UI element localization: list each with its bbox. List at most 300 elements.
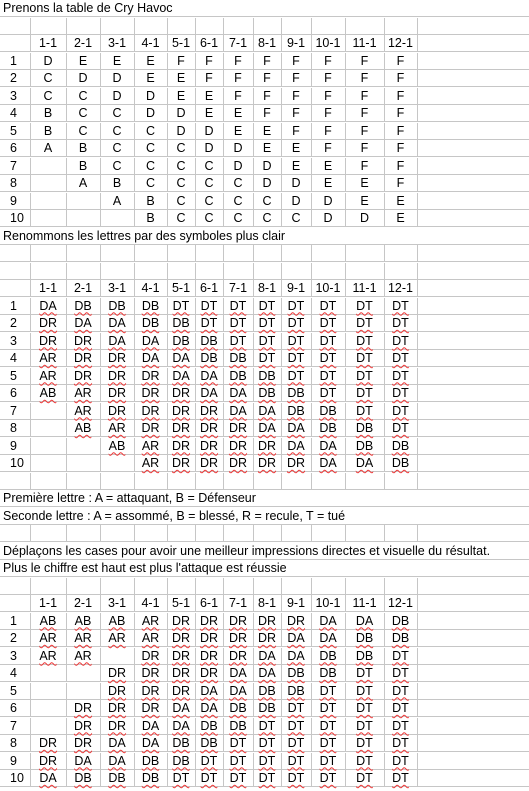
result-cell[interactable]: DR [228, 631, 248, 645]
result-cell[interactable]: C [233, 211, 243, 225]
result-cell[interactable]: C [145, 158, 156, 173]
result-cell[interactable]: DR [171, 631, 191, 645]
result-cell[interactable]: DB [200, 718, 218, 733]
column-header[interactable]: 11-1 [352, 281, 377, 295]
result-cell[interactable]: DR [141, 648, 160, 663]
result-cell[interactable]: C [233, 176, 243, 190]
result-cell[interactable]: DB [319, 666, 337, 680]
result-cell[interactable]: C [176, 211, 186, 225]
result-cell[interactable]: DR [199, 456, 219, 470]
result-cell[interactable]: AR [108, 421, 126, 435]
result-cell[interactable]: DA [258, 421, 276, 435]
result-cell[interactable]: DR [286, 456, 306, 470]
column-header[interactable]: 10-1 [315, 596, 341, 610]
result-cell[interactable]: DR [171, 666, 191, 680]
result-cell[interactable]: DB [108, 298, 126, 313]
result-cell[interactable]: E [360, 176, 369, 190]
result-cell[interactable]: F [360, 88, 369, 103]
column-header[interactable]: 1-1 [38, 596, 58, 610]
result-cell[interactable]: AR [74, 386, 92, 400]
result-cell[interactable]: DR [141, 403, 160, 418]
result-cell[interactable]: DA [200, 386, 218, 400]
result-cell[interactable] [66, 210, 100, 226]
result-cell[interactable]: DB [287, 666, 305, 680]
result-cell[interactable]: DT [258, 718, 276, 733]
result-cell[interactable]: DB [355, 631, 374, 645]
column-header[interactable]: 4-1 [141, 36, 160, 50]
result-cell[interactable]: DT [258, 736, 276, 750]
result-cell[interactable]: F [263, 53, 271, 68]
result-cell[interactable]: DT [392, 368, 409, 383]
result-cell[interactable]: DT [287, 753, 305, 768]
result-cell[interactable]: DT [392, 648, 409, 663]
result-cell[interactable] [30, 700, 66, 716]
result-cell[interactable] [30, 683, 66, 699]
result-cell[interactable]: DA [39, 771, 57, 785]
result-cell[interactable]: F [324, 53, 332, 68]
result-cell[interactable]: DB [319, 421, 337, 435]
result-cell[interactable]: DT [356, 666, 373, 680]
result-cell[interactable] [30, 210, 66, 226]
result-cell[interactable]: DR [141, 386, 160, 400]
result-cell[interactable] [66, 665, 100, 681]
result-cell[interactable]: DA [74, 316, 92, 330]
result-cell[interactable]: DA [287, 438, 305, 453]
result-cell[interactable]: DT [287, 368, 305, 383]
column-header[interactable]: 6-1 [199, 596, 219, 610]
result-cell[interactable]: DA [172, 718, 190, 733]
result-cell[interactable]: DB [200, 351, 218, 365]
column-header[interactable]: 7-1 [228, 36, 248, 50]
result-cell[interactable]: DB [287, 683, 305, 698]
result-cell[interactable]: DT [356, 368, 373, 383]
result-cell[interactable] [30, 175, 66, 191]
result-cell[interactable]: DT [258, 333, 276, 348]
result-cell[interactable]: B [78, 158, 88, 173]
result-cell[interactable]: DT [258, 771, 276, 785]
result-cell[interactable]: DR [228, 613, 248, 628]
result-cell[interactable]: D [233, 141, 243, 155]
result-cell[interactable]: C [204, 211, 214, 225]
result-cell[interactable]: DT [356, 403, 373, 418]
result-cell[interactable]: D [323, 211, 333, 225]
result-cell[interactable]: F [396, 53, 405, 68]
column-header[interactable]: 4-1 [141, 281, 160, 295]
result-cell[interactable]: D [359, 211, 370, 225]
result-cell[interactable]: DB [258, 701, 276, 715]
result-cell[interactable]: DR [257, 631, 277, 645]
result-cell[interactable]: DT [392, 403, 409, 418]
result-cell[interactable]: DT [392, 701, 409, 715]
result-cell[interactable]: DT [392, 736, 409, 750]
result-cell[interactable]: AB [108, 438, 126, 453]
result-cell[interactable]: DT [258, 298, 276, 313]
result-cell[interactable]: DR [171, 421, 191, 435]
result-cell[interactable]: C [176, 158, 186, 173]
result-cell[interactable]: DA [319, 456, 337, 470]
result-cell[interactable]: DA [287, 648, 305, 663]
result-cell[interactable]: DB [391, 613, 410, 628]
result-cell[interactable]: DR [171, 403, 191, 418]
result-cell[interactable]: F [263, 88, 271, 103]
result-cell[interactable]: DT [319, 771, 337, 785]
result-cell[interactable]: DT [200, 771, 218, 785]
result-cell[interactable]: AR [141, 456, 160, 470]
result-cell[interactable]: DT [287, 351, 305, 365]
result-cell[interactable]: F [396, 141, 405, 155]
column-header[interactable]: 7-1 [228, 596, 248, 610]
result-cell[interactable]: AR [39, 351, 57, 365]
result-cell[interactable]: AR [39, 368, 57, 383]
result-cell[interactable]: DR [199, 613, 219, 628]
result-cell[interactable]: DB [74, 771, 92, 785]
result-cell[interactable]: E [262, 123, 272, 138]
result-cell[interactable]: AR [108, 631, 126, 645]
result-cell[interactable]: F [263, 106, 271, 120]
result-cell[interactable]: DB [200, 333, 218, 348]
result-cell[interactable]: DB [141, 753, 160, 768]
result-cell[interactable]: DR [73, 333, 93, 348]
result-cell[interactable]: B [43, 123, 53, 138]
result-cell[interactable]: C [43, 88, 53, 103]
column-header[interactable]: 9-1 [286, 596, 306, 610]
result-cell[interactable]: DA [258, 648, 276, 663]
result-cell[interactable]: DT [392, 386, 409, 400]
result-cell[interactable]: DT [229, 771, 247, 785]
result-cell[interactable]: DA [287, 421, 305, 435]
result-cell[interactable]: DA [258, 403, 276, 418]
result-cell[interactable]: DT [392, 718, 409, 733]
result-cell[interactable]: DT [287, 701, 305, 715]
result-cell[interactable]: F [396, 71, 405, 85]
result-cell[interactable]: DR [73, 701, 93, 715]
result-cell[interactable]: DR [257, 438, 277, 453]
result-cell[interactable]: DT [258, 753, 276, 768]
result-cell[interactable] [30, 438, 66, 454]
result-cell[interactable]: DT [319, 683, 337, 698]
result-cell[interactable]: DB [172, 316, 190, 330]
result-cell[interactable]: B [43, 106, 53, 120]
result-cell[interactable]: DR [199, 648, 219, 663]
result-cell[interactable] [30, 420, 66, 436]
result-cell[interactable]: DT [229, 316, 247, 330]
result-cell[interactable]: DT [287, 298, 305, 313]
result-cell[interactable]: E [233, 106, 243, 120]
result-cell[interactable]: DB [287, 386, 305, 400]
result-cell[interactable]: F [324, 88, 332, 103]
result-cell[interactable]: E [146, 71, 155, 85]
result-cell[interactable]: AR [141, 631, 160, 645]
result-cell[interactable]: DB [108, 771, 126, 785]
result-cell[interactable]: DR [171, 613, 191, 628]
result-cell[interactable]: DR [199, 438, 219, 453]
result-cell[interactable]: E [291, 141, 301, 155]
column-header[interactable]: 2-1 [73, 281, 93, 295]
result-cell[interactable]: F [396, 88, 405, 103]
result-cell[interactable]: DR [171, 683, 191, 698]
result-cell[interactable]: B [112, 176, 122, 190]
result-cell[interactable]: DB [229, 718, 247, 733]
result-cell[interactable]: E [396, 193, 405, 208]
result-cell[interactable]: AB [74, 421, 92, 435]
result-cell[interactable]: DA [229, 666, 247, 680]
result-cell[interactable]: DT [229, 333, 247, 348]
section-title-text[interactable]: Plus le chiffre est haut est plus l'attaque est réussie [3, 561, 287, 575]
result-cell[interactable]: DT [319, 368, 337, 383]
result-cell[interactable]: DB [258, 368, 276, 383]
result-cell[interactable]: AR [74, 403, 92, 418]
result-cell[interactable]: AR [141, 438, 160, 453]
result-cell[interactable]: DR [141, 701, 160, 715]
result-cell[interactable]: E [323, 176, 333, 190]
column-header[interactable]: 5-1 [171, 596, 191, 610]
result-cell[interactable]: F [234, 88, 242, 103]
column-header[interactable]: 11-1 [352, 596, 377, 610]
result-cell[interactable]: DA [108, 753, 126, 768]
result-cell[interactable]: DR [73, 351, 93, 365]
result-cell[interactable]: F [292, 106, 300, 120]
result-cell[interactable] [100, 210, 134, 226]
result-cell[interactable]: DA [355, 456, 374, 470]
result-cell[interactable]: F [292, 53, 300, 68]
result-cell[interactable]: DR [107, 368, 127, 383]
result-cell[interactable]: D [262, 176, 272, 190]
result-cell[interactable] [30, 158, 66, 174]
result-cell[interactable]: D [233, 158, 243, 173]
result-cell[interactable] [66, 455, 100, 471]
result-cell[interactable]: DA [39, 298, 57, 313]
result-cell[interactable]: C [112, 141, 122, 155]
result-cell[interactable]: DA [108, 316, 126, 330]
result-cell[interactable]: DT [392, 333, 409, 348]
section-title-text[interactable]: Renommons les lettres par des symboles plus clair [3, 228, 286, 243]
result-cell[interactable]: E [291, 158, 301, 173]
column-header[interactable]: 7-1 [228, 281, 248, 295]
result-cell[interactable]: E [396, 211, 405, 225]
result-cell[interactable]: C [112, 123, 122, 138]
result-cell[interactable]: DR [228, 456, 248, 470]
result-cell[interactable]: DT [319, 316, 337, 330]
result-cell[interactable]: DT [392, 421, 409, 435]
result-cell[interactable]: C [204, 193, 214, 208]
result-cell[interactable]: DR [107, 666, 127, 680]
result-cell[interactable]: C [78, 106, 88, 120]
result-cell[interactable] [30, 403, 66, 419]
result-cell[interactable]: DT [356, 298, 373, 313]
result-cell[interactable]: F [396, 158, 405, 173]
result-cell[interactable]: E [176, 88, 186, 103]
result-cell[interactable]: DA [319, 613, 337, 628]
result-cell[interactable]: DT [356, 683, 373, 698]
result-cell[interactable]: DT [319, 701, 337, 715]
result-cell[interactable]: F [360, 158, 369, 173]
result-cell[interactable]: DR [141, 421, 160, 435]
result-cell[interactable]: DA [200, 701, 218, 715]
result-cell[interactable]: AB [39, 613, 57, 628]
result-cell[interactable]: DB [391, 456, 410, 470]
result-cell[interactable]: DB [141, 316, 160, 330]
result-cell[interactable]: F [396, 106, 405, 120]
result-cell[interactable]: DT [287, 316, 305, 330]
result-cell[interactable]: F [360, 141, 369, 155]
result-cell[interactable]: DT [200, 298, 218, 313]
column-header[interactable]: 5-1 [171, 36, 191, 50]
result-cell[interactable]: DA [287, 631, 305, 645]
result-cell[interactable]: DR [141, 368, 160, 383]
result-cell[interactable]: F [263, 71, 271, 85]
column-header[interactable]: 8-1 [257, 596, 277, 610]
result-cell[interactable]: AR [39, 631, 57, 645]
result-cell[interactable]: DB [141, 771, 160, 785]
result-cell[interactable]: E [146, 53, 155, 68]
section-title-text[interactable]: Déplaçons les cases pour avoir une meilleur impressions directes et visuelle du résultat. [3, 543, 491, 558]
result-cell[interactable]: DT [356, 736, 373, 750]
result-cell[interactable]: DA [108, 736, 126, 750]
result-cell[interactable]: DR [38, 753, 58, 768]
result-cell[interactable]: F [324, 71, 332, 85]
result-cell[interactable]: DA [319, 631, 337, 645]
result-cell[interactable]: F [324, 106, 332, 120]
result-cell[interactable]: DA [141, 351, 160, 365]
result-cell[interactable]: DT [258, 316, 276, 330]
result-cell[interactable]: C [262, 211, 272, 225]
result-cell[interactable]: DT [319, 718, 337, 733]
result-cell[interactable]: E [262, 141, 272, 155]
result-cell[interactable]: DT [287, 333, 305, 348]
result-cell[interactable]: DT [319, 386, 337, 400]
column-header[interactable]: 6-1 [199, 281, 219, 295]
result-cell[interactable]: C [176, 193, 186, 208]
column-header[interactable]: 1-1 [38, 36, 58, 50]
result-cell[interactable]: DT [200, 753, 218, 768]
result-cell[interactable]: D [112, 71, 122, 85]
result-cell[interactable]: DR [171, 648, 191, 663]
column-header[interactable]: 5-1 [171, 281, 191, 295]
result-cell[interactable]: DB [355, 421, 374, 435]
result-cell[interactable]: B [146, 211, 155, 225]
result-cell[interactable]: D [262, 158, 272, 173]
result-cell[interactable]: E [233, 123, 243, 138]
result-cell[interactable]: AR [39, 648, 57, 663]
result-cell[interactable]: DT [356, 333, 373, 348]
result-cell[interactable]: F [205, 71, 213, 85]
result-cell[interactable]: AR [74, 631, 92, 645]
result-cell[interactable] [66, 683, 100, 699]
result-cell[interactable]: C [112, 158, 122, 173]
result-cell[interactable] [100, 648, 134, 664]
result-cell[interactable]: C [176, 141, 186, 155]
result-cell[interactable]: DR [171, 456, 191, 470]
result-cell[interactable]: DR [228, 648, 248, 663]
result-cell[interactable]: DT [229, 736, 247, 750]
result-cell[interactable]: C [262, 193, 272, 208]
result-cell[interactable]: C [233, 193, 243, 208]
result-cell[interactable]: E [360, 193, 369, 208]
result-cell[interactable]: DB [391, 438, 410, 453]
result-cell[interactable]: DT [392, 298, 409, 313]
result-cell[interactable]: DB [319, 403, 337, 418]
result-cell[interactable]: AR [74, 648, 92, 663]
result-cell[interactable] [30, 193, 66, 209]
column-header[interactable]: 6-1 [199, 36, 219, 50]
result-cell[interactable]: F [234, 71, 242, 85]
result-cell[interactable]: AB [39, 386, 57, 400]
section-title-text[interactable]: Prenons la table de Cry Havoc [3, 1, 173, 15]
result-cell[interactable]: F [292, 123, 300, 138]
column-header[interactable]: 2-1 [73, 36, 93, 50]
column-header[interactable]: 4-1 [141, 596, 160, 610]
result-cell[interactable] [66, 438, 100, 454]
result-cell[interactable]: DB [229, 701, 247, 715]
result-cell[interactable]: AB [108, 613, 126, 628]
result-cell[interactable]: DB [172, 753, 190, 768]
result-cell[interactable]: A [78, 176, 88, 190]
column-header[interactable]: 9-1 [286, 281, 306, 295]
result-cell[interactable]: C [145, 123, 156, 138]
result-cell[interactable]: DT [356, 701, 373, 715]
result-cell[interactable]: DB [141, 298, 160, 313]
result-cell[interactable]: DR [199, 403, 219, 418]
result-cell[interactable] [100, 455, 134, 471]
result-cell[interactable]: E [112, 53, 122, 68]
result-cell[interactable]: D [145, 106, 156, 120]
result-cell[interactable]: A [112, 193, 122, 208]
result-cell[interactable]: DR [199, 666, 219, 680]
result-cell[interactable]: DT [392, 753, 409, 768]
result-cell[interactable]: DA [74, 753, 92, 768]
result-cell[interactable]: F [396, 176, 405, 190]
result-cell[interactable]: DA [141, 736, 160, 750]
result-cell[interactable]: DA [319, 438, 337, 453]
result-cell[interactable]: DR [73, 718, 93, 733]
result-cell[interactable]: DA [141, 718, 160, 733]
result-cell[interactable]: DT [356, 753, 373, 768]
result-cell[interactable]: DA [172, 368, 190, 383]
column-header[interactable]: 10-1 [315, 36, 341, 50]
result-cell[interactable]: DA [200, 683, 218, 698]
result-cell[interactable]: DB [287, 403, 305, 418]
result-cell[interactable]: DR [107, 351, 127, 365]
result-cell[interactable] [30, 718, 66, 734]
result-cell[interactable]: DR [199, 631, 219, 645]
result-cell[interactable]: DA [172, 351, 190, 365]
result-cell[interactable]: DR [199, 421, 219, 435]
result-cell[interactable]: DB [229, 351, 247, 365]
result-cell[interactable]: B [78, 141, 88, 155]
result-cell[interactable]: DT [356, 771, 373, 785]
result-cell[interactable]: F [360, 123, 369, 138]
column-header[interactable]: 3-1 [107, 281, 127, 295]
result-cell[interactable]: DR [38, 333, 58, 348]
result-cell[interactable]: D [291, 176, 301, 190]
column-header[interactable]: 11-1 [352, 36, 377, 50]
column-header[interactable]: 8-1 [257, 281, 277, 295]
legend-line-text[interactable]: Seconde lettre : A = assommé, B = blessé, R = recule, T = tué [3, 508, 346, 523]
result-cell[interactable]: DB [74, 298, 92, 313]
result-cell[interactable]: DR [228, 438, 248, 453]
result-cell[interactable]: D [43, 53, 53, 68]
result-cell[interactable]: DT [319, 333, 337, 348]
result-cell[interactable]: DT [319, 298, 337, 313]
result-cell[interactable] [66, 193, 100, 209]
result-cell[interactable]: DT [392, 683, 409, 698]
result-cell[interactable]: DT [392, 351, 409, 365]
result-cell[interactable]: DB [355, 648, 374, 663]
result-cell[interactable]: DB [391, 631, 410, 645]
result-cell[interactable] [30, 665, 66, 681]
result-cell[interactable]: DT [287, 771, 305, 785]
result-cell[interactable]: F [396, 123, 405, 138]
